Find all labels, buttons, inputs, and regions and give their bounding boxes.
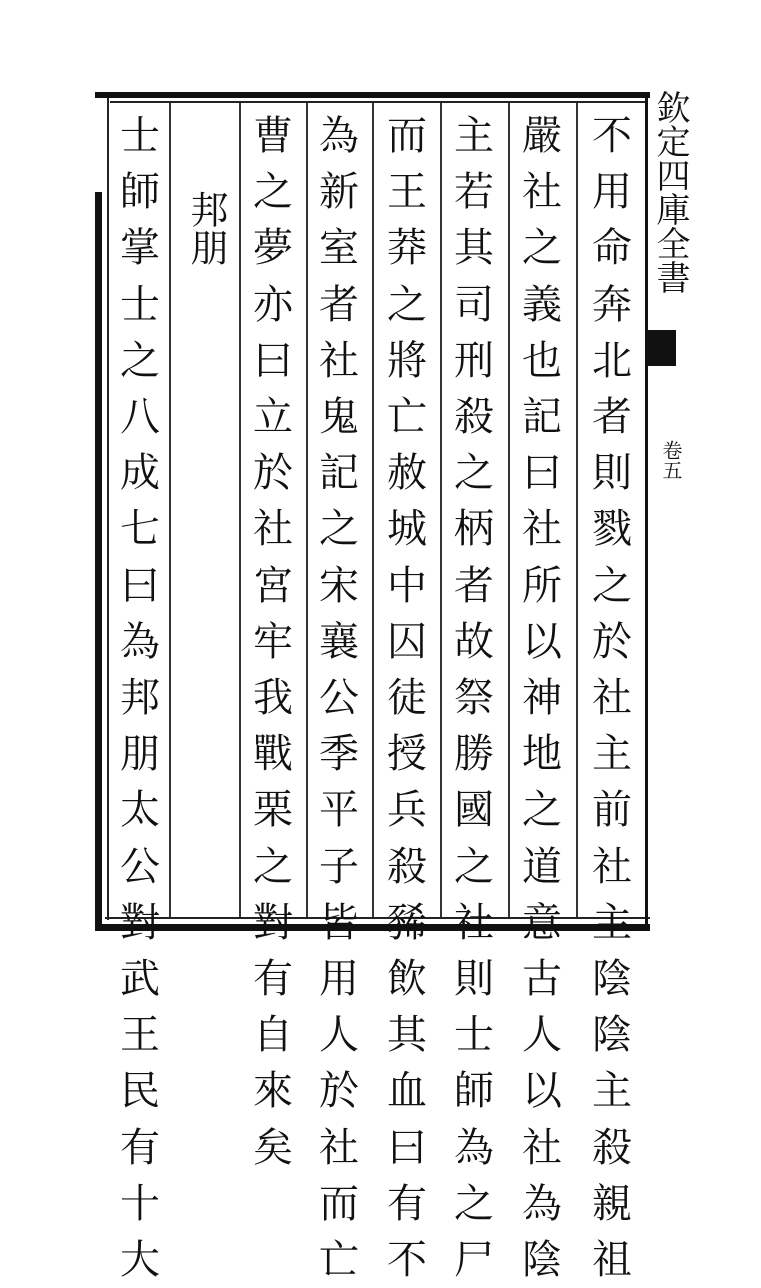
character: 所 (522, 562, 562, 609)
character: 者 (319, 281, 359, 328)
character: 曰 (522, 450, 562, 497)
character: 季 (319, 731, 359, 778)
character: 道 (522, 843, 562, 890)
character: 子 (319, 843, 359, 890)
character: 社 (253, 506, 293, 553)
character: 十 (120, 1180, 160, 1227)
character: 社 (319, 1124, 359, 1171)
character: 故 (454, 618, 494, 665)
character: 其 (454, 225, 494, 272)
character: 殺 (592, 1124, 632, 1171)
character: 八 (120, 394, 160, 441)
character: 師 (454, 1068, 494, 1115)
character: 命 (592, 225, 632, 272)
character: 有 (253, 956, 293, 1003)
character: 陰 (592, 1012, 632, 1059)
character: 矣 (253, 1124, 293, 1171)
character: 不 (387, 1237, 427, 1284)
character: 之 (454, 1180, 494, 1227)
column-separator (239, 103, 241, 917)
character: 之 (120, 337, 160, 384)
character: 之 (454, 843, 494, 890)
character: 王 (387, 169, 427, 216)
character: 社 (522, 1124, 562, 1171)
character: 用 (592, 169, 632, 216)
character: 用 (319, 956, 359, 1003)
character: 記 (522, 394, 562, 441)
character: 栗 (253, 787, 293, 834)
character: 公 (120, 843, 160, 890)
character: 曰 (120, 562, 160, 609)
character: 士 (120, 281, 160, 328)
character: 囚 (387, 618, 427, 665)
text-column-7 (110, 108, 170, 1284)
character: 司 (454, 281, 494, 328)
text-column-3 (444, 108, 504, 1284)
character: 師 (120, 169, 160, 216)
text-column-2 (512, 108, 572, 1284)
character: 我 (253, 675, 293, 722)
frame-left-thick-rule (95, 192, 102, 930)
character: 社 (319, 337, 359, 384)
character: 有 (387, 1180, 427, 1227)
character: 北 (592, 337, 632, 384)
character: 柄 (454, 506, 494, 553)
character: 者 (592, 394, 632, 441)
character: 莽 (387, 225, 427, 272)
character: 於 (253, 450, 293, 497)
character: 之 (253, 843, 293, 890)
character: 者 (454, 562, 494, 609)
character: 授 (387, 731, 427, 778)
character: 亡 (387, 394, 427, 441)
text-column-5 (309, 108, 369, 1284)
character: 豨 (387, 899, 427, 946)
character: 嚴 (522, 113, 562, 159)
character: 為 (319, 113, 359, 159)
character: 陰 (592, 956, 632, 1003)
character: 大 (120, 1237, 160, 1284)
character: 王 (120, 1012, 160, 1059)
character: 祭 (454, 675, 494, 722)
character: 而 (319, 1180, 359, 1227)
character: 太 (120, 787, 160, 834)
character: 刑 (454, 337, 494, 384)
character: 尸 (454, 1237, 494, 1284)
character: 勝 (454, 731, 494, 778)
character: 來 (253, 1068, 293, 1115)
character: 飲 (387, 956, 427, 1003)
character: 社 (522, 506, 562, 553)
character: 士 (454, 1012, 494, 1059)
character: 也 (522, 337, 562, 384)
character: 室 (319, 225, 359, 272)
character: 曰 (253, 337, 293, 384)
character: 於 (319, 1068, 359, 1115)
character: 之 (387, 281, 427, 328)
character: 宋 (319, 562, 359, 609)
character: 為 (454, 1124, 494, 1171)
character: 公 (319, 675, 359, 722)
frame-left-thin-rule (107, 98, 109, 920)
character: 將 (387, 337, 427, 384)
character: 主 (592, 899, 632, 946)
character: 殺 (454, 394, 494, 441)
character: 以 (522, 618, 562, 665)
text-column-1 (582, 108, 642, 1284)
character: 新 (319, 169, 359, 216)
text-column-6 (243, 108, 303, 1171)
character: 社 (522, 169, 562, 216)
character: 主 (454, 113, 494, 159)
character: 有 (120, 1124, 160, 1171)
character: 以 (522, 1068, 562, 1115)
book-title-margin: 欽定四庫全書 (650, 90, 690, 294)
section-heading: 邦朋 (184, 190, 228, 266)
character: 之 (522, 787, 562, 834)
character: 城 (387, 506, 427, 553)
column-separator (508, 103, 510, 917)
character: 宮 (253, 562, 293, 609)
character: 武 (120, 956, 160, 1003)
character: 戮 (592, 506, 632, 553)
character: 意 (522, 899, 562, 946)
character: 中 (387, 562, 427, 609)
character: 主 (592, 731, 632, 778)
character: 對 (253, 899, 293, 946)
column-separator (440, 103, 442, 917)
character: 亡 (319, 1237, 359, 1284)
character: 主 (592, 1068, 632, 1115)
character: 殺 (387, 843, 427, 890)
character: 邦 (120, 675, 160, 722)
character: 社 (592, 675, 632, 722)
character: 而 (387, 113, 427, 159)
character: 古 (522, 956, 562, 1003)
frame-top-thick-rule (95, 92, 650, 98)
character: 徒 (387, 675, 427, 722)
column-separator (306, 103, 308, 917)
character: 社 (454, 899, 494, 946)
character: 人 (522, 1012, 562, 1059)
character: 之 (253, 169, 293, 216)
character: 牢 (253, 618, 293, 665)
character: 之 (522, 225, 562, 272)
character: 對 (120, 899, 160, 946)
character: 記 (319, 450, 359, 497)
character: 皆 (319, 899, 359, 946)
character: 曹 (253, 113, 293, 159)
character: 赦 (387, 450, 427, 497)
character: 神 (522, 675, 562, 722)
character: 祖 (592, 1237, 632, 1284)
margin-fishtail-block (648, 330, 676, 366)
character: 士 (120, 113, 160, 159)
character: 義 (522, 281, 562, 328)
character: 國 (454, 787, 494, 834)
character: 朋 (120, 731, 160, 778)
character: 為 (120, 618, 160, 665)
character: 民 (120, 1068, 160, 1115)
character: 血 (387, 1068, 427, 1115)
character: 地 (522, 731, 562, 778)
character: 之 (592, 562, 632, 609)
character: 立 (253, 394, 293, 441)
character: 掌 (120, 225, 160, 272)
character: 陰 (522, 1237, 562, 1284)
character: 社 (592, 843, 632, 890)
character: 之 (454, 450, 494, 497)
character: 夢 (253, 225, 293, 272)
character: 兵 (387, 787, 427, 834)
character: 若 (454, 169, 494, 216)
character: 其 (387, 1012, 427, 1059)
character: 自 (253, 1012, 293, 1059)
text-column-4 (377, 108, 437, 1284)
character: 襄 (319, 618, 359, 665)
character: 之 (319, 506, 359, 553)
character: 於 (592, 618, 632, 665)
column-separator (372, 103, 374, 917)
character: 戰 (253, 731, 293, 778)
character: 為 (522, 1180, 562, 1227)
character: 七 (120, 506, 160, 553)
character: 前 (592, 787, 632, 834)
frame-top-thin-rule (110, 101, 645, 103)
character: 則 (592, 450, 632, 497)
character: 則 (454, 956, 494, 1003)
character: 奔 (592, 281, 632, 328)
character: 成 (120, 450, 160, 497)
column-separator (576, 103, 578, 917)
character: 親 (592, 1180, 632, 1227)
volume-number-margin: 卷五 (659, 440, 683, 480)
character: 亦 (253, 281, 293, 328)
character: 曰 (387, 1124, 427, 1171)
character: 平 (319, 787, 359, 834)
character: 人 (319, 1012, 359, 1059)
character: 不 (592, 113, 632, 159)
character: 鬼 (319, 394, 359, 441)
